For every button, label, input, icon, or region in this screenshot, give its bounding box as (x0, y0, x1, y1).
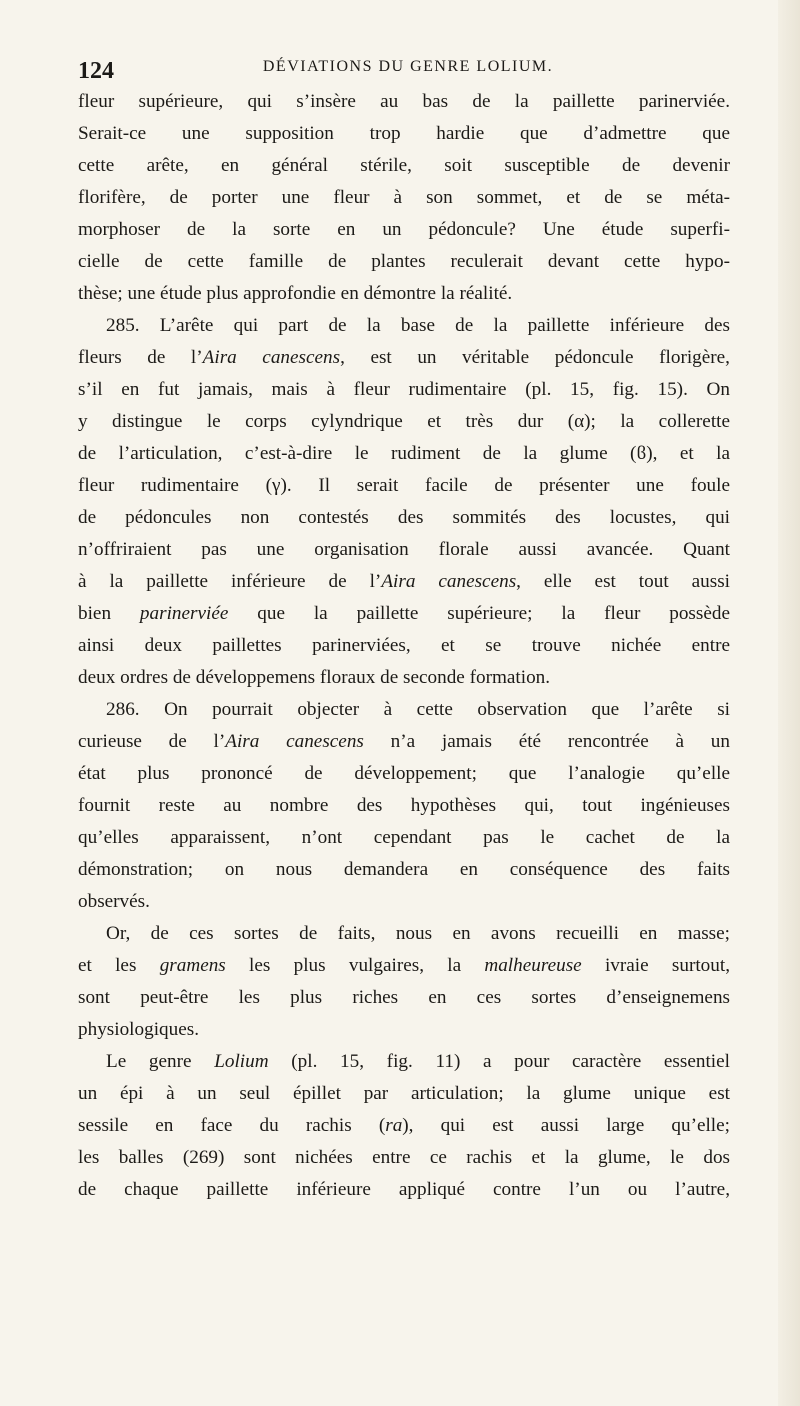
text-run: cielle de cette famille de plantes reculerait devant cette hypo- (78, 251, 730, 272)
text-run: de chaque paillette inférieure appliqué contre l’un ou l’autre, (78, 1179, 730, 1200)
text-line (78, 406, 730, 438)
text-line (78, 1014, 730, 1046)
text-run: ), qui est aussi large qu’elle; (402, 1115, 730, 1136)
text-line (78, 374, 730, 406)
page-number: 124 (78, 58, 114, 84)
text-line (78, 246, 730, 278)
text-run: , elle est tout aussi (516, 571, 730, 592)
text-run: ivraie surtout, (581, 955, 730, 976)
text-run: à la paillette inférieure de l’ (78, 571, 382, 592)
text-run: qu’elles apparaissent, n’ont cependant pas le cachet de la (78, 827, 730, 848)
text-line (78, 918, 730, 950)
page-edge (778, 0, 800, 1406)
text-run: bien (78, 603, 140, 624)
text-run: 286. On pourrait objecter à cette observation que l’arête si (106, 699, 730, 720)
text-run: fleur supérieure, qui s’insère au bas de la paillette parinerviée. (78, 91, 730, 112)
text-run: de pédoncules non contestés des sommités des locustes, qui (78, 507, 730, 528)
text-run: un épi à un seul épillet par articulation; la glume unique est (78, 1083, 730, 1104)
text-line (78, 950, 730, 982)
running-title: DÉVIATIONS DU GENRE LOLIUM. (262, 58, 554, 75)
text-line (78, 502, 730, 534)
italic-term: malheureuse (484, 955, 582, 976)
text-line (78, 694, 730, 726)
text-run: y distingue le corps cylyndrique et très dur (α); la collerette (78, 411, 730, 432)
text-line (78, 598, 730, 630)
text-run: observés. (78, 891, 150, 912)
text-line (78, 1110, 730, 1142)
text-run: 285. L’arête qui part de la base de la paillette inférieure des (106, 315, 730, 336)
text-run: deux ordres de développemens floraux de seconde formation. (78, 667, 551, 688)
text-line (78, 278, 730, 310)
text-line (78, 630, 730, 662)
text-run: sessile en face du rachis ( (78, 1115, 386, 1136)
text-run: Serait-ce une supposition trop hardie que d’admettre que (78, 123, 730, 144)
text-run: n’offriraient pas une organisation florale aussi avancée. Quant (78, 539, 730, 560)
text-line (78, 182, 730, 214)
italic-term: Aira canescens (225, 731, 364, 752)
text-line (78, 86, 730, 118)
text-run: Or, de ces sortes de faits, nous en avons recueilli en masse; (106, 923, 730, 944)
text-line (78, 726, 730, 758)
italic-term: ra (385, 1115, 403, 1136)
italic-term: gramens (159, 955, 226, 976)
italic-term: parinerviée (139, 603, 229, 624)
text-run: , est un véritable pédoncule florigère, (340, 347, 730, 368)
text-line (78, 982, 730, 1014)
text-line (78, 790, 730, 822)
text-line (78, 886, 730, 918)
text-run: s’il en fut jamais, mais à fleur rudimentaire (pl. 15, fig. 15). On (78, 379, 730, 400)
text-line (78, 1046, 730, 1078)
text-run: curieuse de l’ (78, 731, 226, 752)
text-run: morphoser de la sorte en un pédoncule? Une étude superfi- (78, 219, 730, 240)
text-run: les plus vulgaires, la (225, 955, 485, 976)
text-line (78, 822, 730, 854)
text-run: fleurs de l’ (78, 347, 203, 368)
text-run: Le genre (106, 1051, 215, 1072)
text-run: fournit reste au nombre des hypothèses qui, tout ingénieuses (78, 795, 730, 816)
text-run: cette arête, en général stérile, soit susceptible de devenir (78, 155, 730, 176)
text-line (78, 118, 730, 150)
text-run: de l’articulation, c’est-à-dire le rudiment de la glume (ϐ), et la (78, 443, 730, 464)
text-line (78, 150, 730, 182)
text-line (78, 1174, 730, 1206)
text-line (78, 310, 730, 342)
text-line (78, 566, 730, 598)
text-run: et les (78, 955, 160, 976)
text-run: que la paillette supérieure; la fleur possède (228, 603, 730, 624)
text-line (78, 1142, 730, 1174)
text-run: (pl. 15, fig. 11) a pour caractère essentiel (268, 1051, 730, 1072)
text-line (78, 438, 730, 470)
text-run: état plus prononcé de développement; que l’analogie qu’elle (78, 763, 730, 784)
italic-term: Lolium (214, 1051, 269, 1072)
text-line (78, 534, 730, 566)
text-run: ainsi deux paillettes parinerviées, et se trouve nichée entre (78, 635, 730, 656)
text-run: les balles (269) sont nichées entre ce rachis et la glume, le dos (78, 1147, 730, 1168)
text-run: thèse; une étude plus approfondie en démontre la réalité. (78, 283, 513, 304)
text-run: fleur rudimentaire (γ). Il serait facile de présenter une foule (78, 475, 730, 496)
text-run: physiologiques. (78, 1019, 199, 1040)
text-line (78, 758, 730, 790)
text-run: florifère, de porter une fleur à son sommet, et de se méta- (78, 187, 730, 208)
italic-term: Aira canescens (381, 571, 517, 592)
text-line (78, 214, 730, 246)
text-line (78, 342, 730, 374)
text-run: n’a jamais été rencontrée à un (363, 731, 730, 752)
italic-term: Aira canescens (202, 347, 341, 368)
text-line (78, 662, 730, 694)
text-line (78, 1078, 730, 1110)
running-head (78, 58, 738, 86)
text-run: démonstration; on nous demandera en conséquence des faits (78, 859, 730, 880)
text-line (78, 854, 730, 886)
text-line (78, 470, 730, 502)
text-run: sont peut-être les plus riches en ces sortes d’enseignemens (78, 987, 730, 1008)
body-text (78, 86, 730, 1206)
